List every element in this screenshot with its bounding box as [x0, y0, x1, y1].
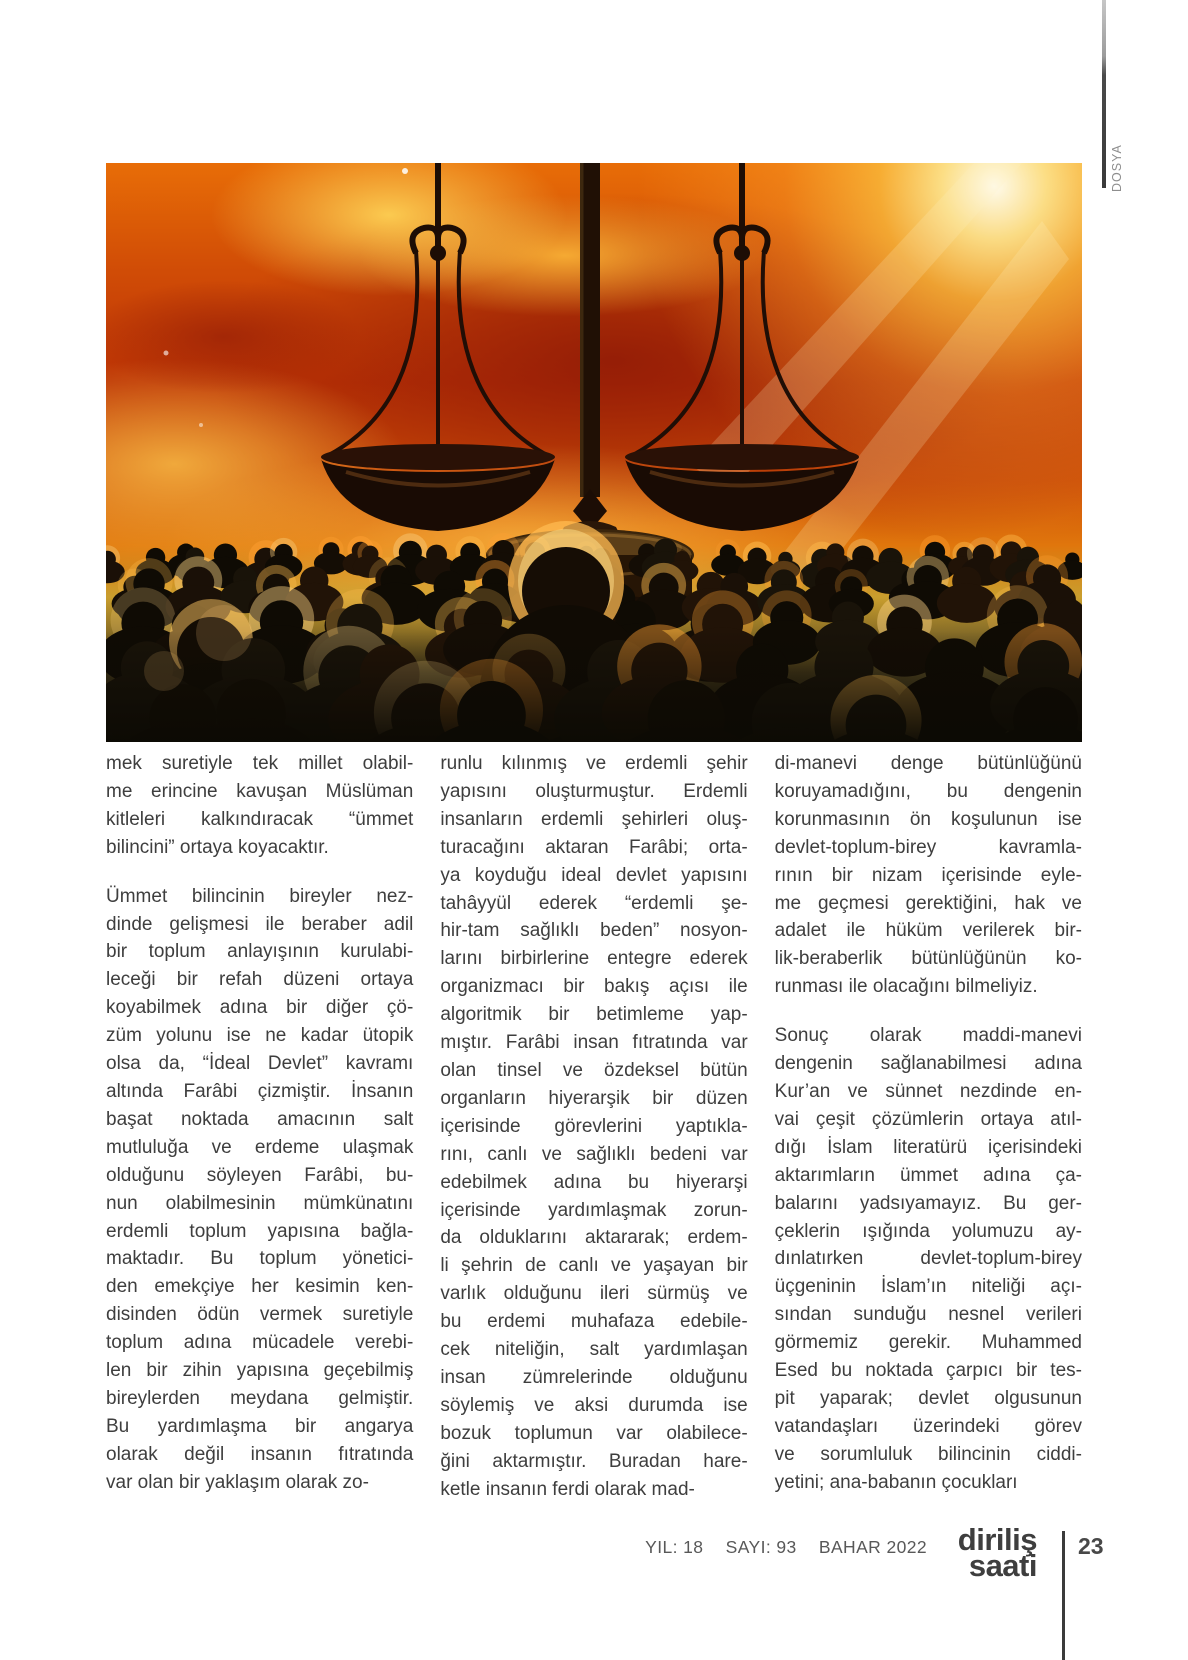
text-line: dengenin sağlanabilmesi adına — [774, 1053, 1082, 1075]
text-line: görmemiz gerekir. Muhammed — [774, 1332, 1082, 1354]
paragraph — [106, 883, 413, 1497]
text-line: olan tinsel ve özdeksel bütün — [440, 1059, 748, 1081]
text-line: hir-tam sağlıklı beden” nosyon- — [440, 920, 748, 942]
article-column-1 — [106, 750, 413, 1503]
text-line: me erincine kavuşan Müslüman — [106, 780, 414, 802]
text-line: cek niteliğin, salt yardımlaşan — [440, 1339, 748, 1361]
text-line: len bir zihin yapısına geçebilmiş — [106, 1360, 414, 1382]
section-rule — [1102, 0, 1106, 188]
text-line: balarını yadsıyamayız. Bu ger- — [774, 1192, 1082, 1214]
text-line: da olduklarını aktararak; erdem- — [440, 1227, 748, 1249]
article-column-2 — [440, 750, 747, 1503]
text-line: aktarımların ümmet adına ça- — [774, 1164, 1082, 1186]
text-line: içerisinde yardımlaşmak zorun- — [440, 1199, 748, 1221]
text-line: me geçmesi gerektiğini, hak ve — [774, 892, 1082, 914]
text-line: rının bir nizam içerisinde eyle- — [774, 864, 1082, 886]
text-line: bireylerden meydana gelmiştir. — [106, 1387, 414, 1409]
text-line: bozuk toplumun var olabilece- — [440, 1422, 748, 1444]
text-line: runması ile olacağını bilmeliyiz. — [774, 976, 1038, 998]
lens-flare — [144, 651, 184, 691]
text-line: çeklerin ışığında yolumuzu ay- — [774, 1220, 1082, 1242]
text-line: kitleleri kalkındıracak “ümmet — [106, 808, 414, 830]
article-column-3 — [775, 750, 1082, 1503]
paragraph — [775, 750, 1082, 1001]
footer-divider — [1062, 1531, 1065, 1660]
issue-year: YIL: 18 — [645, 1537, 704, 1557]
text-line: mek suretiyle tek millet olabil- — [106, 753, 414, 774]
text-line: turacağını aktaran Farâbi; orta- — [440, 836, 748, 858]
text-line: nun olabilmesinin mümkünatını — [106, 1192, 414, 1214]
text-line: Bu yardımlaşma bir angarya — [106, 1415, 414, 1437]
text-line: ketle insanın ferdi olarak mad- — [440, 1478, 695, 1500]
text-line: mıştır. Farâbi insan fıtratında var — [440, 1032, 748, 1054]
text-line: üçgeninin İslam’ın niteliği açı- — [774, 1276, 1082, 1298]
issue-season: BAHAR 2022 — [818, 1537, 927, 1557]
text-line: Sonuç olarak maddi-manevi — [774, 1025, 1082, 1047]
text-line: altında Farâbi çizmiştir. İnsanın — [106, 1080, 414, 1102]
bottom-vignette — [106, 631, 1082, 742]
lens-flare — [196, 605, 252, 661]
text-line: lik-beraberlik bütünlüğünün ko- — [774, 948, 1082, 970]
text-line: disinden ödün vermek suretiyle — [106, 1304, 414, 1326]
text-line: ya koyduğu ideal devlet yapısını — [440, 864, 748, 886]
text-line: yetini; ana-babanın çocukları — [774, 1471, 1018, 1493]
text-line: insanların erdemli şehirleri oluş- — [440, 808, 748, 830]
text-line: başat noktada amacının salt — [106, 1108, 414, 1130]
text-line: bu erdemi muhafaza edebile- — [440, 1311, 748, 1333]
magazine-logo — [957, 1522, 1037, 1583]
section-label: DOSYA — [1110, 144, 1124, 192]
text-line: Esed bu noktada çarpıcı bir tes- — [774, 1360, 1082, 1382]
issue-info — [645, 1537, 927, 1558]
text-line: insan zümrelerinde olduğunu — [440, 1366, 748, 1388]
text-line: yapısını oluşturmuştur. Erdemli — [440, 780, 748, 802]
text-line: di-manevi denge bütünlüğünü — [774, 753, 1082, 774]
text-line: olarak değil insanın fıtratında — [106, 1443, 414, 1465]
text-line: olduğunu söyleyen Farâbi, bu- — [106, 1164, 414, 1186]
text-line: edebilmek adına bu hiyerarşi — [440, 1171, 748, 1193]
text-line: rını, canlı ve sağlıklı bedeni var — [440, 1143, 748, 1165]
magazine-logo-line2: saati — [968, 1548, 1037, 1583]
issue-number: SAYI: 93 — [725, 1537, 797, 1557]
text-line: tahâyyül ederek “erdemli şe- — [440, 892, 748, 914]
text-line: devlet-toplum-birey kavramla- — [774, 836, 1082, 858]
text-line: larını birbirlerine entegre ederek — [440, 948, 748, 970]
paragraph — [440, 750, 747, 1503]
text-line: dınlatırken devlet-toplum-birey — [774, 1248, 1082, 1270]
text-line: sından sunduğu nesnel verileri — [774, 1304, 1082, 1326]
text-line: erdemli toplum yapısına bağla- — [106, 1220, 414, 1242]
text-line: vai çeşit çözümlerin ortaya atıl- — [774, 1108, 1082, 1130]
text-line: varlık olduğunu ileri sürmüş ve — [440, 1283, 748, 1305]
text-line: organizmacı bir bakış açısı ile — [440, 976, 748, 998]
text-line: toplum adına mücadele verebi- — [106, 1332, 414, 1354]
paragraph — [775, 1022, 1082, 1496]
text-line: li şehrin de canlı ve yaşayan bir — [440, 1255, 748, 1277]
text-line: Kur’an ve sünnet nezdinde en- — [774, 1080, 1082, 1102]
text-line: koyabilmek adına bir diğer çö- — [106, 997, 414, 1019]
text-line: vatandaşları üzerindeki görev — [774, 1415, 1082, 1437]
text-line: var olan bir yaklaşım olarak zo- — [106, 1471, 369, 1493]
text-line: züm yolunu ise ne kadar ütopik — [106, 1025, 414, 1047]
spark-dots — [164, 168, 409, 427]
text-line: pit yaparak; devlet olgusunun — [774, 1387, 1082, 1409]
text-line: korunmasının ön koşulunun ise — [774, 808, 1082, 830]
justice-scales-crowd-image — [106, 163, 1082, 742]
article-body — [106, 750, 1082, 1503]
page-number: 23 — [1078, 1533, 1104, 1559]
text-line: içerisinde görevlerini yaptıkla- — [440, 1115, 748, 1137]
text-line: dinde gelişmesi ile beraber adil — [106, 913, 414, 935]
text-line: maktadır. Bu toplum yönetici- — [106, 1248, 414, 1270]
text-line: olsa da, “İdeal Devlet” kavramı — [106, 1053, 414, 1075]
text-line: bilincini” ortaya koyacaktır. — [106, 836, 329, 858]
text-line: mutluluğa ve erdeme ulaşmak — [106, 1136, 414, 1158]
text-line: organların hiyerarşik bir düzen — [440, 1087, 748, 1109]
paragraph — [106, 750, 413, 862]
text-line: den emekçiye her kesimin ken- — [106, 1276, 414, 1298]
text-line: söylemiş ve aksi durumda ise — [440, 1394, 748, 1416]
text-line: Ümmet bilincinin bireyler nez- — [106, 885, 414, 907]
text-line: dığı İslam literatürü içerisindeki — [774, 1136, 1082, 1158]
text-line: leceği bir refah düzeni ortaya — [106, 969, 414, 991]
text-line: ğini aktarmıştır. Buradan hare- — [440, 1450, 748, 1472]
text-line: algoritmik bir betimleme yap- — [440, 1004, 748, 1026]
text-line: runlu kılınmış ve erdemli şehir — [440, 753, 748, 774]
text-line: koruyamadığını, bu dengenin — [774, 780, 1082, 802]
magazine-logo-line1: diriliş — [957, 1522, 1037, 1557]
text-line: bir toplum anlayışının kurulabi- — [106, 941, 414, 963]
balance-scales-graphic — [106, 163, 1082, 742]
text-line: ve sorumluluk bilincinin ciddi- — [774, 1443, 1082, 1465]
text-line: adalet ile hüküm verilerek bir- — [774, 920, 1082, 942]
